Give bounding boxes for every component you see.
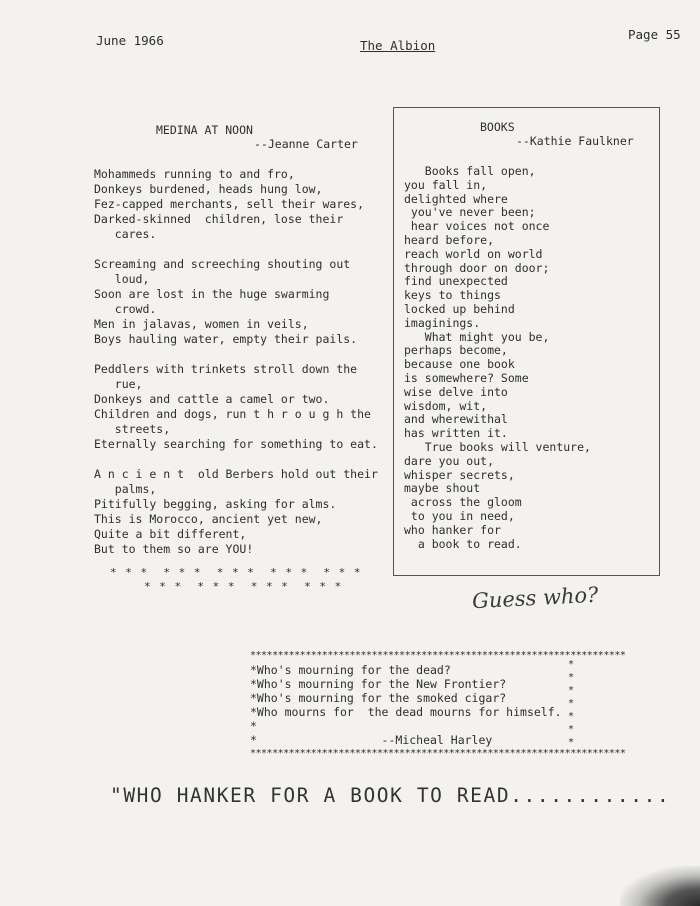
poem-line: What might you be, [404,329,550,344]
poem-line: Screaming and screeching shouting out [94,257,351,271]
star-divider-row: * * * * * * * * * * * * [144,580,343,593]
poem-line: dare you out, [404,453,495,468]
poem-line: maybe shout [404,481,481,496]
poem-books-box [393,107,660,576]
poem-line: Pitifully begging, asking for alms. [94,497,337,511]
poem-line: who hanker for [404,522,501,537]
poem-line: loud, [94,272,150,286]
poem-line: Darked-skinned children, lose their [94,212,344,226]
poem-line: has written it. [404,426,508,441]
page-number: Page 55 [628,27,681,42]
poem-line: True books will venture, [404,440,591,454]
poem-line: wise delve into [404,384,508,399]
poem-line: wisdom, wit, [404,398,488,413]
poem-line: Donkeys burdened, heads hung low, [94,182,323,196]
poem-line: Books fall open, [404,164,536,178]
poem-line: across the gloom [404,495,522,510]
star-border-bottom: ******************************************************************** [250,748,626,759]
poem-line: * [250,719,257,733]
poem-line: Men in jalavas, women in veils, [94,317,309,331]
poem-line: *Who's mourning for the dead? [250,663,451,677]
poem-line: perhaps become, [404,343,508,358]
poem-line: hear voices not once [404,219,550,234]
star-border-top: ******************************************************************** [250,650,626,661]
poem-line: *Who mourns for the dead mourns for himself. [250,705,562,719]
poem-line: heard before, [404,233,495,247]
poem-line: crowd. [94,302,157,316]
poem-line: Peddlers with trinkets stroll down the [94,362,358,376]
poem-line: Boys hauling water, empty their pails. [94,332,358,346]
poem-line: reach world on world [404,246,543,261]
star-divider-row: * * * * * * * * * * * * * * * [110,566,362,579]
poem-line: delighted where [404,191,508,206]
poem-line: Children and dogs, run t h r o u g h the [94,407,371,421]
poem-line: you've never been; [404,205,536,220]
poem-line: to you in need, [404,509,515,523]
poem-author: --Jeanne Carter [254,137,358,151]
poem-title: MEDINA AT NOON [156,123,253,137]
poem-line: rue, [94,377,143,391]
mourning-poem-box [250,650,626,760]
poem-line: But to them so are YOU! [94,542,254,556]
poem-line: Fez-capped merchants, sell their wares, [94,197,365,211]
poem-author: --Kathie Faulkner [516,134,634,148]
poem-title: BOOKS [480,120,515,134]
poem-medina-at-noon [94,123,394,603]
poem-line: cares. [94,227,157,241]
poem-line: through door on door; [404,260,550,275]
poem-line: Mohammeds running to and fro, [94,167,295,181]
poem-line: Quite a bit different, [94,527,247,541]
poem-line: is somewhere? Some [404,371,529,385]
poem-line: *Who's mourning for the smoked cigar? [250,691,507,705]
handwritten-note: Guess who? [471,582,599,614]
poem-line: keys to things [404,288,501,303]
poem-line: streets, [94,422,171,436]
poem-line: because one book [404,357,515,372]
poem-line: and wherewithal [404,412,508,427]
poem-line: Donkeys and cattle a camel or two. [94,392,330,406]
poem-line: whisper secrets, [404,467,515,482]
poem-line: *Who's mourning for the New Frontier? [250,677,507,691]
issue-date: June 1966 [96,33,164,48]
star-border-right: * * * * * * * [568,659,575,748]
poem-line: A n c i e n t old Berbers hold out their [94,467,378,481]
poem-line: * --Micheal Harley [250,733,493,747]
banner-quote: "WHO HANKER FOR A BOOK TO READ............ [110,784,671,807]
poem-line: Eternally searching for something to eat. [94,437,378,451]
masthead-title: The Albion [360,38,436,53]
poem-line: imaginings. [404,315,481,330]
poem-line: a book to read. [404,536,522,551]
poem-line: This is Morocco, ancient yet new, [94,512,323,526]
poem-line: Soon are lost in the huge swarming [94,287,330,301]
poem-line: palms, [94,482,157,496]
star-divider [110,566,370,602]
scan-corner-shadow [620,866,700,906]
poem-line: you fall in, [404,177,488,192]
poem-line: find unexpected [404,274,508,289]
poem-line: locked up behind [404,302,515,316]
